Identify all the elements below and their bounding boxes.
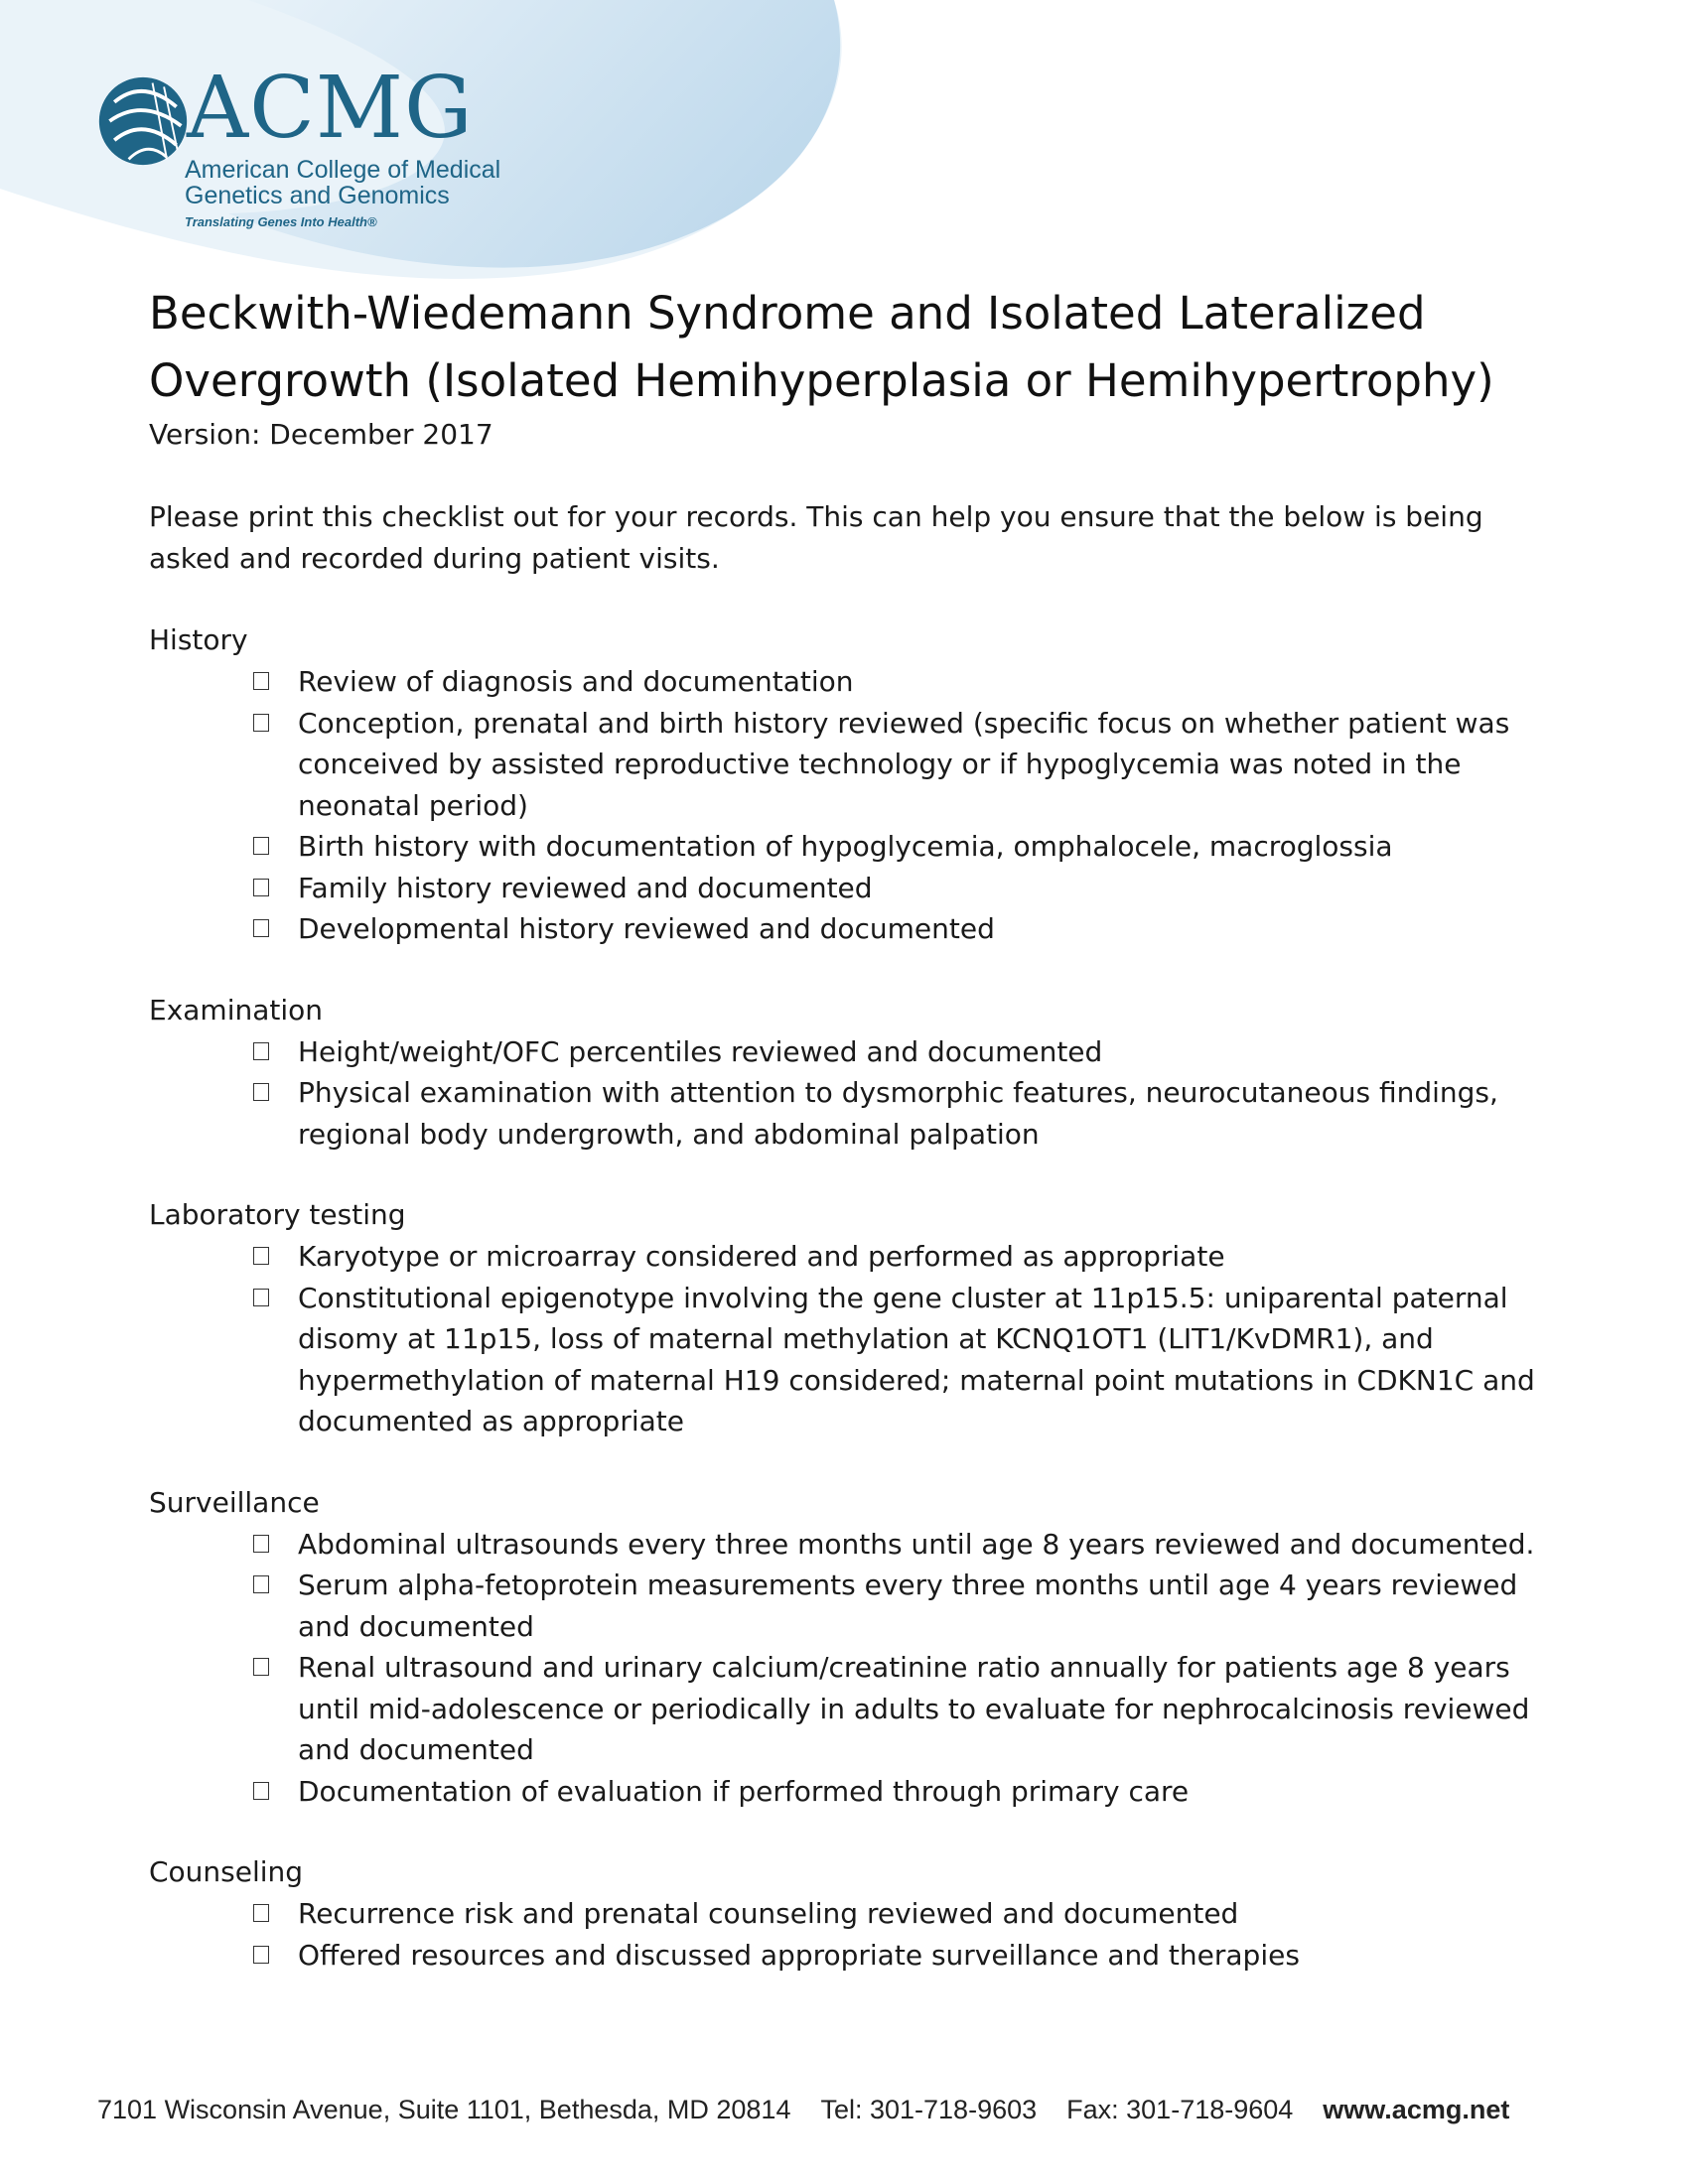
footer-website-link[interactable]: www.acmg.net [1323,2095,1510,2124]
checkbox-icon[interactable] [253,714,269,732]
logo-org-name-line2: Genetics and Genomics [185,182,450,209]
checklist-item [298,1072,1559,1155]
checklist-item-text: Physical examination with attention to dysmorphic features, neurocutaneous findings, regional body undergrowth, and abdominal palpation [298,1076,1498,1151]
checklist-sections [149,619,1559,1976]
section-heading: Surveillance [149,1485,320,1519]
footer-tel: Tel: 301-718-9603 [820,2095,1038,2124]
checklist-item [298,1236,1559,1278]
checklist-item [298,1647,1559,1771]
title-line-2: Overgrowth (Isolated Hemihyperplasia or Hemihypertrophy) [149,354,1494,407]
checklist-item [298,703,1559,827]
checklist-item [298,1524,1559,1566]
section-heading: History [149,623,248,656]
checklist-item-text: Documentation of evaluation if performed through primary care [298,1774,1190,1808]
checklist-items [149,1031,1559,1156]
checkbox-icon[interactable] [253,919,269,937]
checklist-item-text: Abdominal ultrasounds every three months until age 8 years reviewed and documented. [298,1527,1535,1561]
checklist-items [149,1524,1559,1813]
checkbox-icon[interactable] [253,837,269,855]
checkbox-icon[interactable] [253,1575,269,1593]
checklist-item-text: Birth history with documentation of hypoglycemia, omphalocele, macroglossia [298,830,1393,863]
checkbox-icon[interactable] [253,1042,269,1060]
checkbox-icon[interactable] [253,1289,269,1306]
checklist-item [298,1565,1559,1647]
checkbox-icon[interactable] [253,1247,269,1265]
checklist-item [298,1278,1559,1442]
checklist-item-text: Recurrence risk and prenatal counseling reviewed and documented [298,1897,1239,1930]
checklist-section [149,1851,1559,1976]
checklist-item [298,661,1559,703]
checklist-item [298,1935,1559,1977]
checkbox-icon[interactable] [253,1946,269,1964]
checkbox-icon[interactable] [253,1904,269,1922]
checklist-item-text: Serum alpha-fetoprotein measurements every three months until age 4 years reviewed and documented [298,1569,1518,1643]
checklist-item [298,1771,1559,1813]
checkbox-icon[interactable] [253,1535,269,1553]
document-version: Version: December 2017 [149,418,493,451]
checklist-section [149,619,1559,950]
checklist-item-text: Constitutional epigenotype involving the gene cluster at 11p15.5: uniparental paternal disomy at 11p15, loss of maternal methylation at KCNQ1OT1 (LIT1/KvDMR1), and hypermethylation of maternal H19 considered; maternal point mutations in CDKN1C and documented as appropriate [298,1281,1535,1437]
checkbox-icon[interactable] [253,1782,269,1800]
checklist-items [149,1236,1559,1442]
dna-globe-icon [95,73,191,169]
section-heading: Counseling [149,1855,304,1888]
footer-address: 7101 Wisconsin Avenue, Suite 1101, Bethesda, MD 20814 [97,2095,791,2124]
page-footer [97,2095,1607,2125]
title-line-1: Beckwith-Wiedemann Syndrome and Isolated Lateralized [149,287,1426,340]
checklist-section [149,1482,1559,1813]
checkbox-icon[interactable] [253,1658,269,1676]
footer-fax: Fax: 301-718-9604 [1066,2095,1294,2124]
checklist-item-text: Offered resources and discussed appropriate surveillance and therapies [298,1938,1300,1972]
checklist-items [149,1893,1559,1976]
checklist-item-text: Review of diagnosis and documentation [298,665,854,698]
checklist-item [298,908,1559,950]
logo-org-name-line1: American College of Medical [185,156,501,184]
checklist-item [298,1031,1559,1073]
checklist-item-text: Height/weight/OFC percentiles reviewed and documented [298,1034,1103,1068]
checklist-item-text: Karyotype or microarray considered and performed as appropriate [298,1240,1225,1273]
section-heading: Laboratory testing [149,1198,406,1231]
intro-paragraph: Please print this checklist out for your records. This can help you ensure that the below is being asked and recorded during patient visits. [149,500,1483,575]
checkbox-icon[interactable] [253,879,269,896]
logo-acronym: ACMG [187,59,474,158]
checkbox-icon[interactable] [253,1083,269,1101]
checklist-section [149,1194,1559,1442]
checkbox-icon[interactable] [253,672,269,690]
checklist-item-text: Renal ultrasound and urinary calcium/creatinine ratio annually for patients age 8 years until mid-adolescence or periodically in adults to evaluate for nephrocalcinosis reviewed and documented [298,1651,1530,1766]
document-body [149,280,1559,1976]
section-heading: Examination [149,993,324,1026]
document-title [149,280,1559,415]
checklist-item-text: Family history reviewed and documented [298,871,873,904]
checklist-item [298,1893,1559,1935]
checklist-item-text: Conception, prenatal and birth history reviewed (specific focus on whether patient was conceived by assisted reproductive technology or if hypoglycemia was noted in the neonatal period) [298,706,1510,822]
checklist-item-text: Developmental history reviewed and documented [298,912,995,945]
checklist-items [149,661,1559,950]
logo-tagline: Translating Genes Into Health® [185,214,377,229]
checklist-item [298,868,1559,909]
checklist-section [149,990,1559,1156]
checklist-item [298,826,1559,868]
